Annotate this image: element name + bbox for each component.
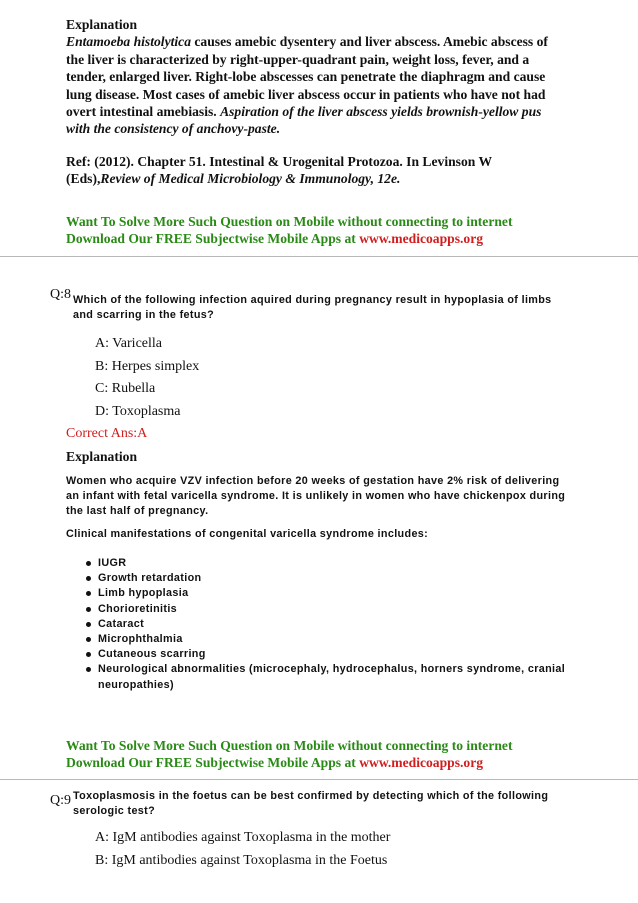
q8-option-c[interactable]: C: Rubella	[95, 381, 156, 396]
list-item	[66, 662, 566, 692]
list-item-text: Neurological abnormalities (microcephaly, hydrocephalus, horners syndrome, cranial neuropathies)	[98, 663, 566, 691]
promo-link[interactable]: www.medicoapps.org	[359, 755, 484, 771]
promo-line-1: Want To Solve More Such Question on Mobile without connecting to internet	[66, 214, 513, 229]
reference	[66, 153, 536, 188]
promo-line-2-text: Download Our FREE Subjectwise Mobile Apps at	[66, 755, 360, 771]
list-item	[66, 571, 566, 586]
divider	[0, 779, 638, 780]
list-item	[66, 556, 566, 571]
list-item	[66, 586, 566, 601]
list-item-text: Growth retardation	[98, 572, 202, 585]
divider	[0, 256, 638, 257]
list-item-text: Limb hypoplasia	[98, 587, 189, 600]
list-item-text: Cutaneous scarring	[98, 648, 206, 661]
bullet-icon	[86, 667, 91, 672]
prev-explanation-heading: Explanation	[66, 17, 138, 32]
q8-explanation-heading: Explanation	[66, 449, 138, 464]
prev-explanation-italic-tail: Aspiration of the liver abscess yields brownish-yellow pus with the consistency of anchovy-paste.	[66, 104, 542, 137]
q8-options	[95, 333, 495, 423]
list-item	[66, 632, 566, 647]
prev-explanation-body: causes amebic dysentery and liver abscess. Amebic abscess of the liver is characterized by right-upper-quadrant pain, weight loss, fever, and a tender, enlarged liver. Right-lobe abscesses can penetrate the diaphragm and cause lung disease. Most cases of amebic liver abscess occur in patients who have not had overt intestinal amebiasis.	[66, 34, 548, 120]
q8-explanation-p2: Clinical manifestations of congenital varicella syndrome includes:	[66, 528, 429, 540]
q8-number: Q:8	[50, 287, 71, 302]
prev-explanation-block	[66, 16, 566, 138]
q8-correct-answer: Correct Ans:A	[66, 426, 148, 441]
list-item-text: Chorioretinitis	[98, 602, 178, 615]
list-item	[66, 602, 566, 617]
promo-link[interactable]: www.medicoapps.org	[359, 231, 484, 247]
list-item-text: Cataract	[98, 617, 145, 630]
q9-option-a[interactable]: A: IgM antibodies against Toxoplasma in the mother	[95, 830, 391, 845]
q8-option-b[interactable]: B: Herpes simplex	[95, 358, 200, 374]
q8-bullet-list	[66, 556, 566, 693]
bullet-icon	[86, 622, 91, 627]
q9-options	[95, 827, 515, 872]
q8-option-d[interactable]: D: Toxoplasma	[95, 403, 181, 419]
list-item-text: Microphthalmia	[98, 633, 183, 646]
bullet-icon	[86, 637, 91, 642]
q8-question: Which of the following infection aquired during pregnancy result in hypoplasia of limbs and scarring in the fetus?	[73, 294, 552, 322]
q9-number: Q:9	[50, 793, 71, 808]
promo-line-2	[66, 230, 586, 247]
promo-line-1: Want To Solve More Such Question on Mobile without connecting to internet	[66, 738, 513, 753]
bullet-icon	[86, 591, 91, 596]
list-item-text: IUGR	[98, 557, 127, 569]
promo-block-1	[66, 213, 586, 248]
promo-block-2	[66, 737, 586, 772]
bullet-icon	[86, 607, 91, 612]
reference-italic: Review of Medical Microbiology & Immunology, 12e.	[100, 171, 401, 187]
list-item	[66, 647, 566, 662]
q8-option-a[interactable]: A: Varicella	[95, 336, 162, 351]
bullet-icon	[86, 576, 91, 581]
bullet-icon	[86, 652, 91, 657]
reference-text: Ref: (2012). Chapter 51. Intestinal & Urogenital Protozoa. In Levinson W (Eds),	[66, 154, 492, 187]
prev-explanation-text	[66, 33, 566, 137]
q9-question: Toxoplasmosis in the foetus can be best confirmed by detecting which of the following serologic test?	[73, 790, 549, 818]
list-item	[66, 617, 566, 632]
bullet-icon	[86, 561, 91, 566]
q9-option-b[interactable]: B: IgM antibodies against Toxoplasma in the Foetus	[95, 852, 388, 868]
promo-line-2-text: Download Our FREE Subjectwise Mobile Apps at	[66, 231, 360, 247]
q8-explanation-p1: Women who acquire VZV infection before 20 weeks of gestation have 2% risk of delivering an infant with fetal varicella syndrome. It is unlikely in women who have chickenpox during the last half of pregnancy.	[66, 475, 566, 518]
prev-explanation-italic-lead: Entamoeba histolytica	[66, 34, 191, 50]
promo-line-2	[66, 754, 586, 771]
